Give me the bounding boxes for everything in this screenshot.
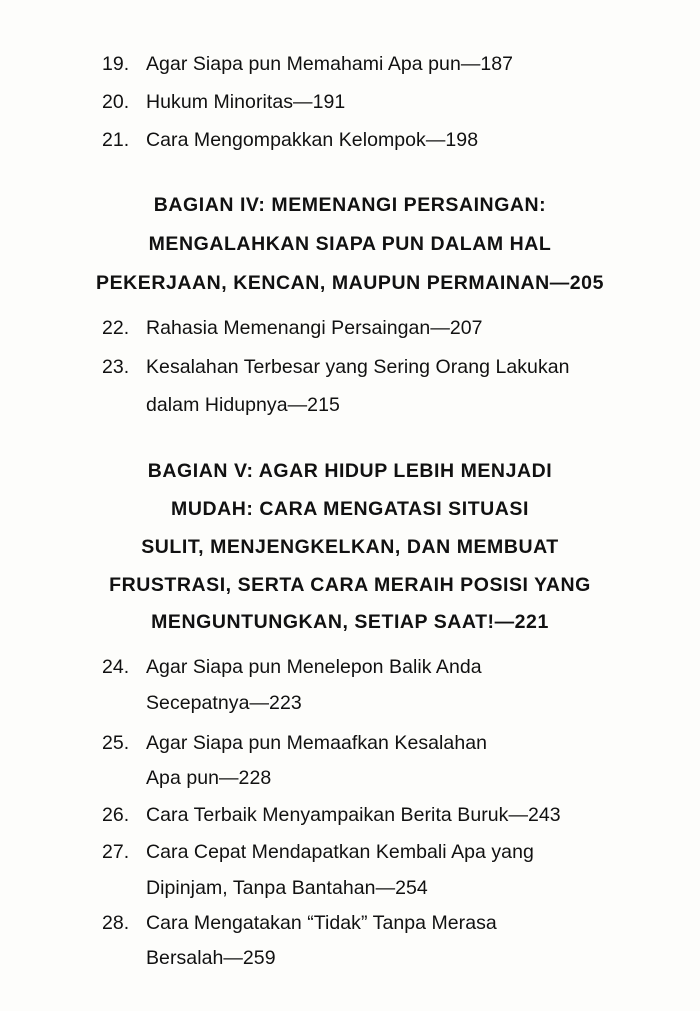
heading-line: PEKERJAAN, KENCAN, MAUPUN PERMAINAN—205 [96,272,604,294]
entry-number: 20. [102,91,130,113]
heading-line: FRUSTRASI, SERTA CARA MERAIH POSISI YANG [109,574,591,596]
entry-number: 25. [102,732,130,754]
entry-title: Agar Siapa pun Memaafkan Kesalahan [146,732,488,754]
entry-number: 23. [102,356,130,378]
entry-title-continuation: Bersalah—259 [146,947,276,969]
entry-title: Hukum Minoritas—191 [146,91,346,113]
heading-line: SULIT, MENJENGKELKAN, DAN MEMBUAT [141,536,559,558]
heading-line: BAGIAN V: AGAR HIDUP LEBIH MENJADI [147,460,553,482]
heading-line: MUDAH: CARA MENGATASI SITUASI [171,498,529,520]
entry-number: 28. [102,912,130,934]
entry-title: Cara Mengompakkan Kelompok—198 [146,129,479,151]
entry-number: 19. [102,53,130,75]
entry-title: Agar Siapa pun Menelepon Balik Anda [146,656,482,678]
entry-title: Cara Terbaik Menyampaikan Berita Buruk—243 [146,804,561,826]
entry-title-continuation: dalam Hidupnya—215 [146,394,340,416]
entry-title: Agar Siapa pun Memahami Apa pun—187 [146,53,514,75]
entry-title: Cara Cepat Mendapatkan Kembali Apa yang [146,841,534,863]
entry-title: Kesalahan Terbesar yang Sering Orang Lakukan [146,356,570,378]
heading-line: MENGUNTUNGKAN, SETIAP SAAT!—221 [151,611,549,633]
heading-line: BAGIAN IV: MEMENANGI PERSAINGAN: [153,194,547,216]
entry-title: Cara Mengatakan “Tidak” Tanpa Merasa [146,912,497,934]
heading-line: MENGALAHKAN SIAPA PUN DALAM HAL [148,233,552,255]
entry-number: 22. [102,317,130,339]
entry-number: 26. [102,804,130,826]
entry-title-continuation: Dipinjam, Tanpa Bantahan—254 [146,877,428,899]
entry-number: 24. [102,656,130,678]
entry-title: Rahasia Memenangi Persaingan—207 [146,317,483,339]
entry-title-continuation: Secepatnya—223 [146,692,302,714]
entry-number: 27. [102,841,130,863]
entry-number: 21. [102,129,130,151]
entry-title-continuation: Apa pun—228 [146,767,272,789]
